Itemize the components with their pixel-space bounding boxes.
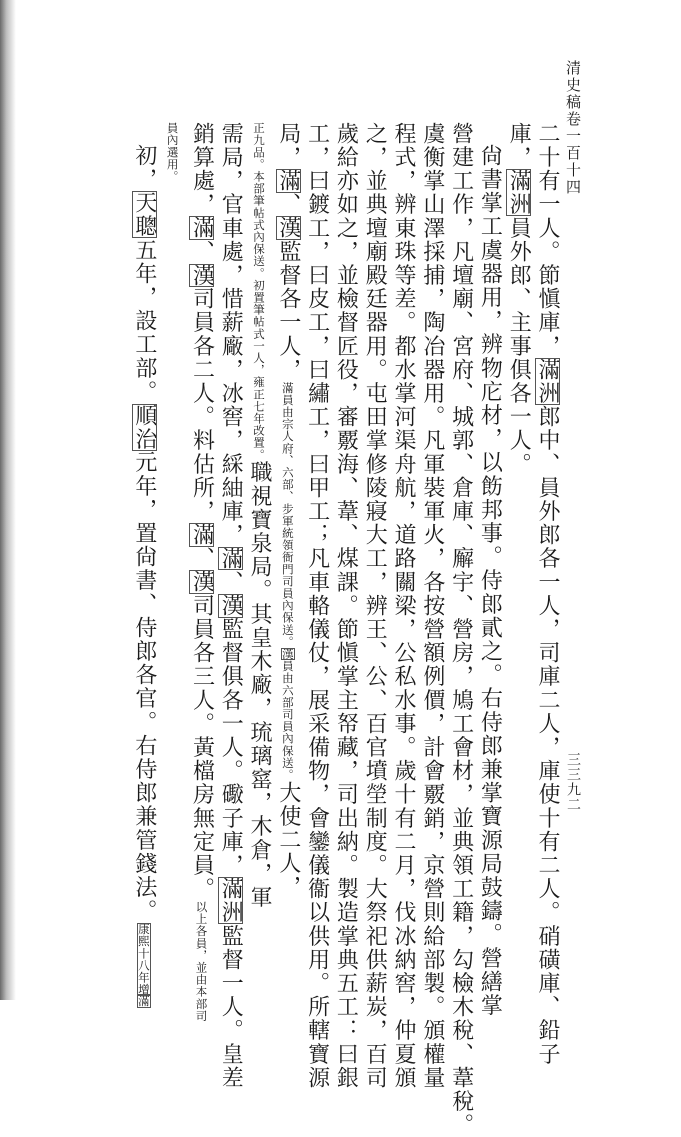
proper-name-mark: 滿 xyxy=(189,216,215,241)
text-segment: 五年，設工部。 xyxy=(131,238,157,404)
text-segment: 郎中、員外郎各一人，司庫二人，庫使十有二人。硝磺庫、鉛子 xyxy=(535,405,560,1067)
annotation-note: 以上各員，並由本部司 xyxy=(194,900,209,1022)
annotation-note: 員內選用。 xyxy=(165,122,180,183)
annotation-note: 滿 xyxy=(136,995,151,1008)
text-segment: 大使二人， xyxy=(275,780,301,899)
annotation-note: 滿員由宗人府、六部、步軍統領衙門司員內保送。 xyxy=(280,381,295,648)
text-segment: 、 xyxy=(218,570,244,595)
text-segment: 員外郎、主事俱各一人。 xyxy=(506,216,532,477)
proper-name-mark: 滿洲 xyxy=(535,358,560,406)
text-segment: 監督各一人， xyxy=(275,240,301,382)
text-segment: 初， xyxy=(131,144,157,192)
text-segment: 職視寶泉局。其皇木廠，琉璃窰，木倉，軍 xyxy=(247,460,273,910)
text-segment: 程式，辨東珠等差。都水掌河渠舟航，道路關梁，公私水事。歲十有二月，伐冰納窖，仲夏頒 xyxy=(391,122,417,1090)
text-segment: 歲給亦如之，並檢督匠役，審覈海、葦、煤課。節愼掌主帑藏，司出納。製造掌典五工：曰銀 xyxy=(333,122,359,1090)
text-segment: 、 xyxy=(189,240,215,264)
text-column xyxy=(331,122,360,1090)
text-segment: 之，並典壇廟殿廷器用。屯田掌修陵寢大工，辨王、公、百官墳塋制度。大祭祀供薪炭，百司 xyxy=(362,122,388,1090)
text-column xyxy=(187,122,216,1022)
proper-name-mark: 漢 xyxy=(189,263,215,288)
proper-name-mark: 天聰 xyxy=(131,191,157,239)
text-segment: 司員各三人。黃檔房無定員。 xyxy=(189,594,215,901)
text-segment: 、 xyxy=(189,546,215,571)
text-segment: 工，曰鍍工，曰皮工，曰繡工，曰甲工；凡車輅儀仗，展采備物，會鑾儀衞以供用。所轄寶源 xyxy=(304,122,330,1090)
text-column xyxy=(388,122,417,1090)
text-segment: 元年，置尙書、侍郎各官。右侍郎兼管錢法。 xyxy=(131,450,157,923)
proper-name-mark: 滿 xyxy=(275,169,301,193)
text-column xyxy=(302,122,331,1090)
proper-name-mark: 漢 xyxy=(275,216,301,241)
text-column xyxy=(244,122,273,944)
text-column xyxy=(215,122,244,1090)
proper-name-mark: 漢 xyxy=(218,594,244,618)
text-column xyxy=(158,122,187,944)
text-column xyxy=(129,122,158,1008)
text-column xyxy=(503,122,532,944)
text-segment: 局， xyxy=(275,122,301,170)
proper-name-mark: 滿洲 xyxy=(506,169,532,217)
page-number: 三三九二 xyxy=(565,752,581,812)
text-segment: 、 xyxy=(275,192,301,217)
proper-name-mark: 滿洲 xyxy=(218,877,244,925)
text-segment: 虞衡掌山澤採捕，陶冶器用。凡軍裝軍火，各按營額例價，計會覈銷，京營則給部製。頒權量 xyxy=(419,122,445,1090)
annotation-note: 漢 xyxy=(280,647,295,660)
text-segment: 銷算處， xyxy=(189,122,215,217)
text-segment: 二十有一人。節愼庫， xyxy=(535,122,560,358)
proper-name-mark: 順治 xyxy=(131,403,157,451)
text-column xyxy=(417,122,446,1090)
text-segment: 監督一人。皇差 xyxy=(218,924,244,1090)
annotation-note: 康熙十八年增 xyxy=(136,922,151,996)
proper-name-mark: 滿 xyxy=(218,546,244,571)
text-segment: 監督俱各一人。礮子庫， xyxy=(218,617,244,878)
text-column xyxy=(359,122,388,1090)
annotation-note: 正九品。本部筆帖式內保送。初置筆帖式一人， xyxy=(252,122,267,377)
text-segment: 司員各二人。料估所， xyxy=(189,287,215,524)
book-spine-shadow xyxy=(0,0,16,1000)
text-segment: 需局，官車處，惜薪廠，冰窖，綵紬庫， xyxy=(218,122,244,547)
text-segment: 尙書掌工虞器用，辨物庀材，以飭邦事。侍郎貳之。右侍郎兼掌寶源局鼓鑄。營繕掌 xyxy=(477,144,503,1018)
proper-name-mark: 漢 xyxy=(189,570,215,595)
text-segment: 庫， xyxy=(506,122,532,170)
annotation-note: 員由六部司員內保送。 xyxy=(280,659,295,781)
text-segment: 營建工作，凡壇廟、宮府、城郭、倉庫、廨宇、營房，鳩工會材，並典領工籍，勾檢木稅、葦稅。 xyxy=(448,122,474,1137)
proper-name-mark: 滿 xyxy=(189,523,215,547)
annotation-note: 雍正七年改置。 xyxy=(252,376,267,461)
text-column xyxy=(273,122,302,944)
main-text-body xyxy=(129,122,561,1137)
text-column xyxy=(446,122,475,1137)
text-column xyxy=(475,122,504,1018)
text-column xyxy=(532,122,561,1067)
running-header-title: 清史稿卷一百十四 xyxy=(564,60,582,196)
